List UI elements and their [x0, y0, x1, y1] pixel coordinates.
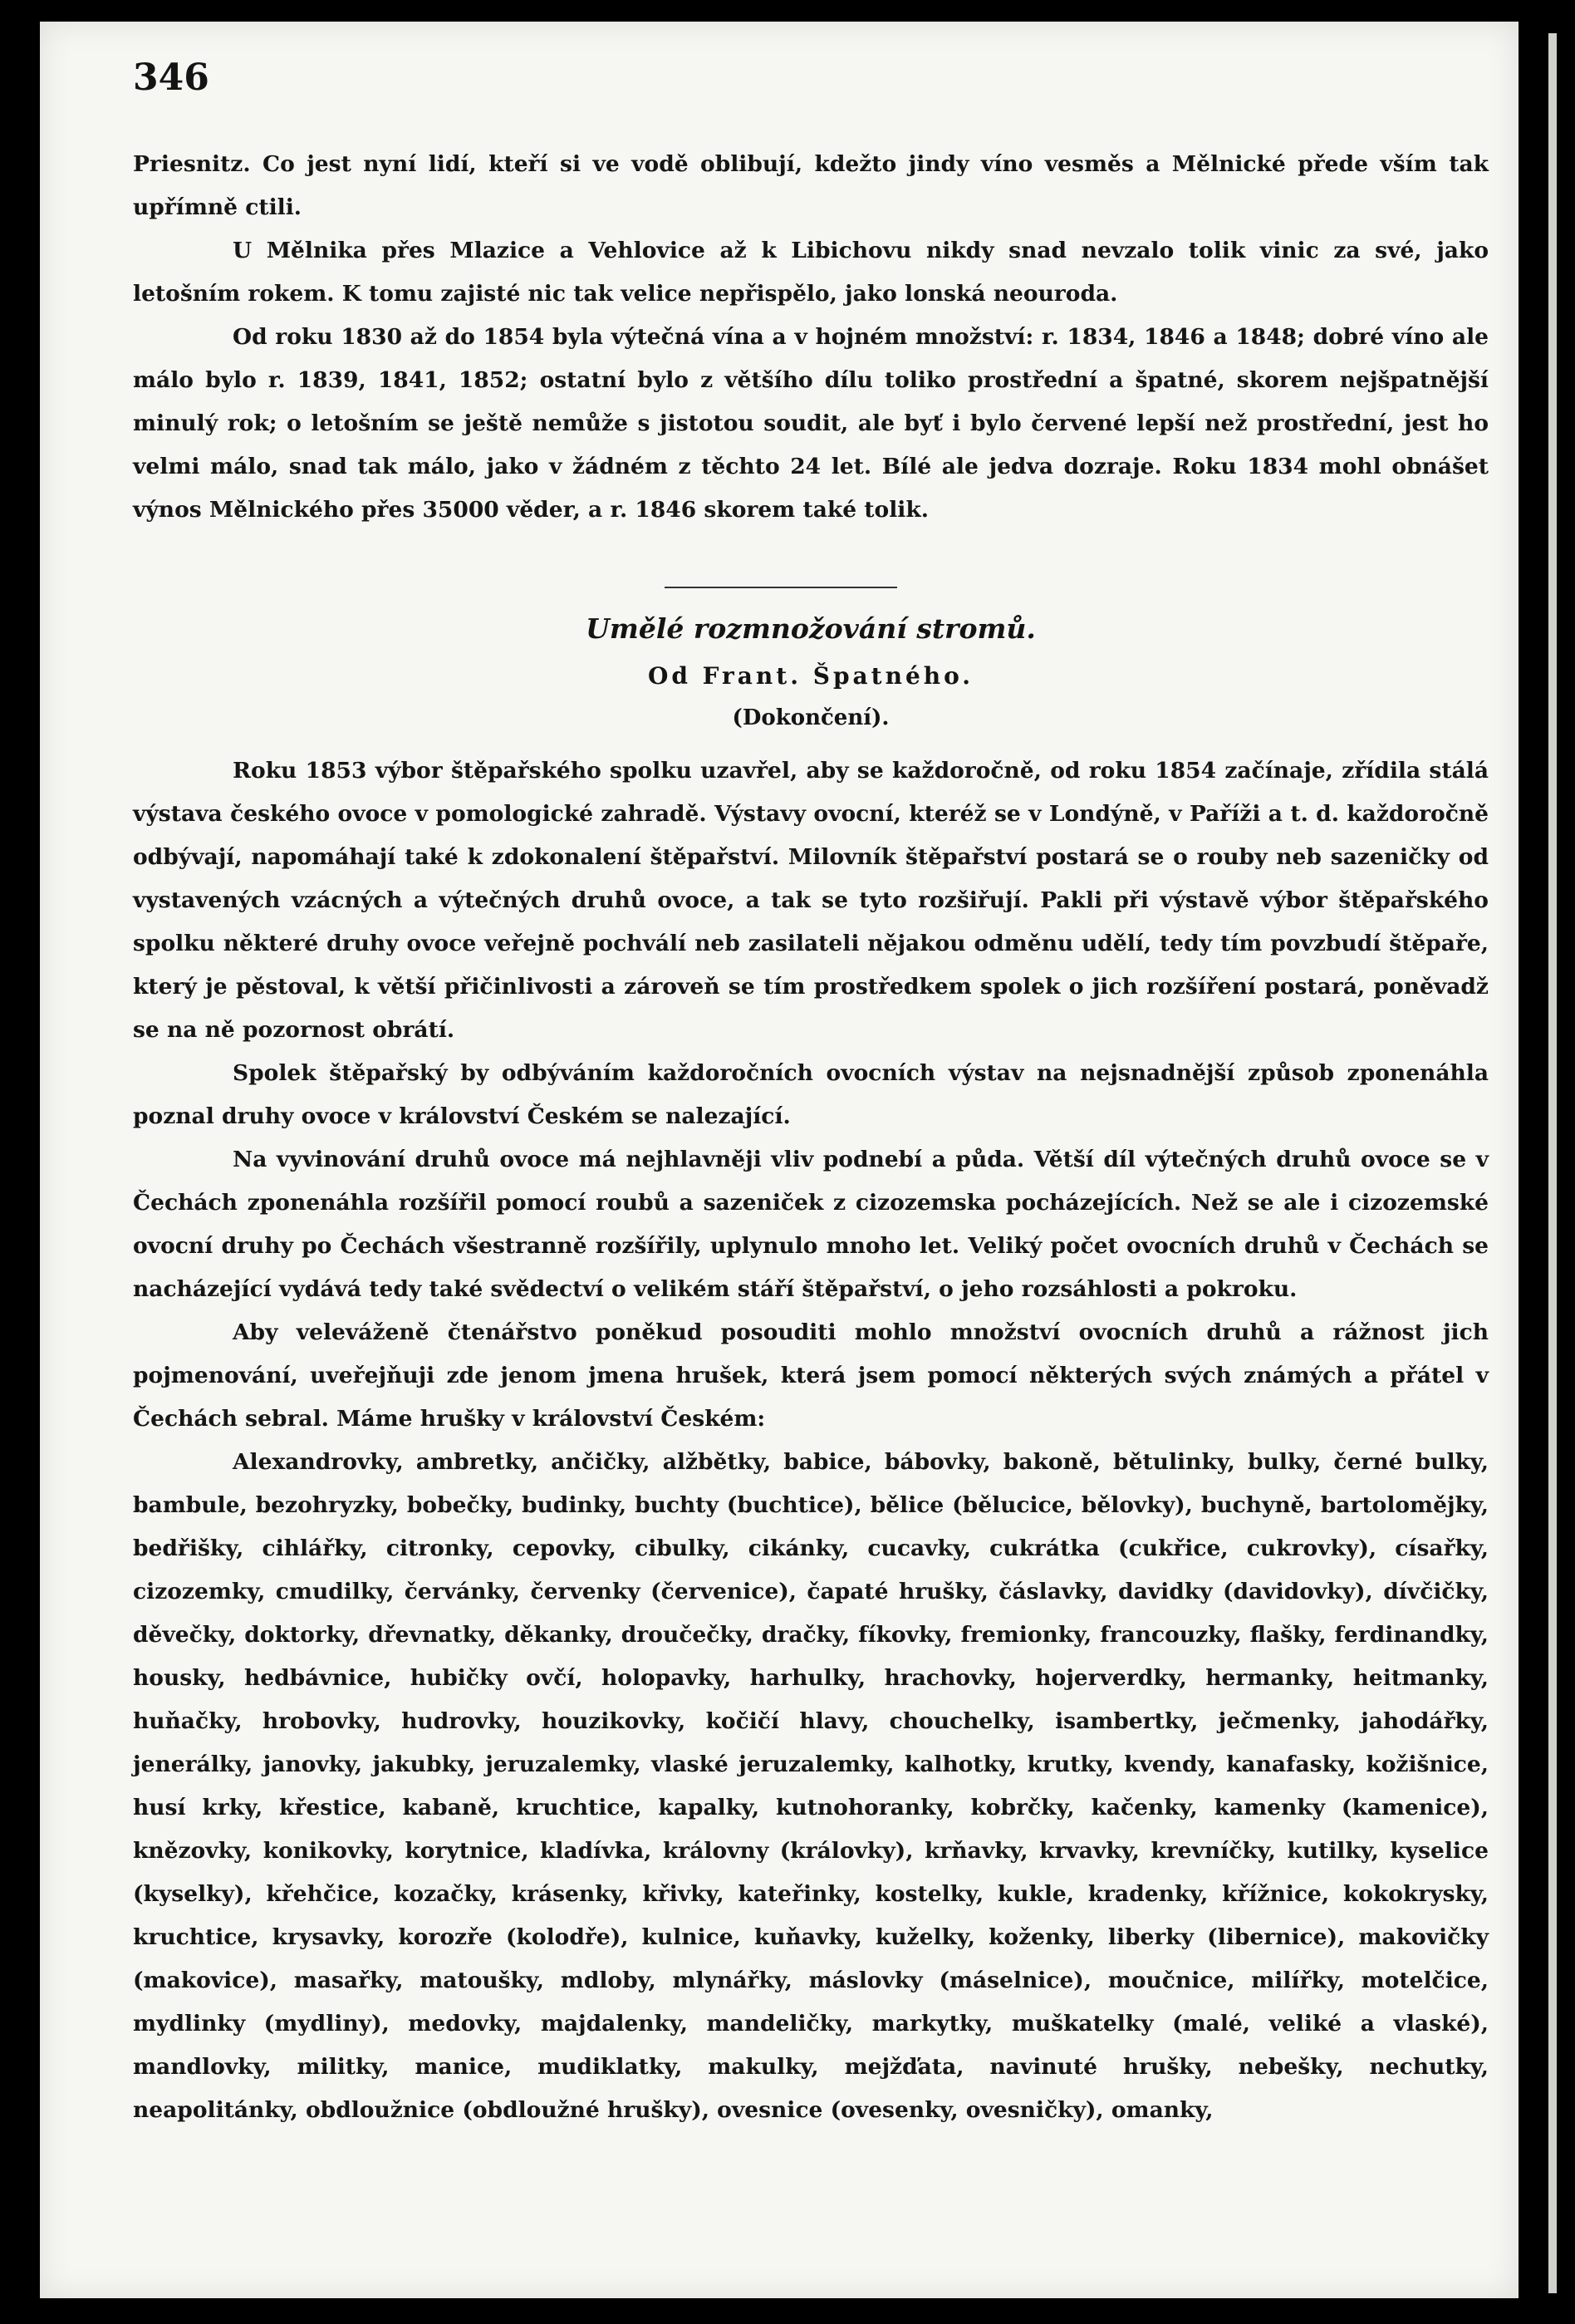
article-paragraph-5: Alexandrovky, ambretky, ančičky, alžbětky, babice, bábovky, bakoně, bětulinky, bulky, černé bulky, bambule, bezohryzky, bobečky, budinky, buchty (buchtice), bělice (bělucice, bělovky), buchyně, bartolomějky, bedřišky, cihlářky, citronky, cepovky, cibulky, cikánky, cucavky, cukrátka (cukřice, cukrovky), císařky, cizozemky, cmudilky, červánky, červenky (červenice), čapaté hrušky, čáslavky, davidky (davidovky), dívčičky, děvečky, doktorky, dřevnatky, děkanky, droučečky, dračky, fíkovky, fremionky, francouzky, flašky, ferdinandky, housky, hedbávnice, hubičky ovčí, holopavky, harhulky, hrachovky, hojerverdky, hermanky, heitmanky, huňačky, hrobovky, hudrovky, houzikovky, kočičí hlavy, chouchelky, isambertky, ječmenky, jahodářky, jenerálky, janovky, jakubky, jeruzalemky, vlaské jeruzalemky, kalhotky, krutky, kvendy, kanafasky, kožišnice, husí krky, křestice, kabaně, kruchtice, kapalky, kutnohoranky, kobrčky, kačenky, kamenky (kamenice), knězovky, konikovky, korytnice, kladívka, královny (královky), krňavky, krvavky, krevníčky, kutilky, kyselice (kyselky), křehčice, kozačky, krásenky, křivky, kateřinky, kostelky, kukle, kradenky, křížnice, kokokrysky, kruchtice, krysavky, korozře (kolodře), kulnice, kuňavky, kuželky, koženky, liberky (libernice), makovičky (makovice), masařky, matoušky, mdloby, mlynářky, máslovky (máselnice), moučnice, milířky, motelčice, mydlinky (mydliny), medovky, majdalenky, mandeličky, markytky, muškatelky (malé, veliké a vlaské), mandlovky, militky, manice, mudiklatky, makulky, mejžďata, navinuté hrušky, nebešky, nechutky, neapolitánky, obdloužnice (obdloužné hrušky), ovesnice (ovesenky, ovesničky), omanky, — [133, 1449, 1489, 2123]
article-paragraph-3: Na vyvinování druhů ovoce má nejhlavněji vliv podnebí a půda. Větší díl výtečných druhů ovoce se v Čechách zponenáhla rozšířil pomocí roubů a sazeniček z cizozemska pocházejících. Než se ale i cizozemské ovocní druhy po Čechách všestranně rozšířily, uplynulo mnoho let. Veliký počet ovocních druhů v Čechách se nacházející vydává tedy také svědectví o velikém stáří štěpařství, o jeho rozsáhlosti a pokroku. — [133, 1147, 1489, 1302]
section-divider — [665, 587, 897, 588]
intro-paragraph-1: Priesnitz. Co jest nyní lidí, kteří si ve vodě oblibují, kdežto jindy víno vesměs a Mělnické přede vším tak upřímně ctili. — [133, 151, 1489, 220]
article-subtitle: (Dokončení). — [732, 705, 890, 730]
page-edge-strip — [1548, 33, 1557, 2293]
intro-text — [133, 143, 1489, 532]
page-number: 346 — [133, 57, 209, 99]
article-paragraph-4: Aby veleváženě čtenářstvo poněkud posouditi mohlo množství ovocních druhů a rážnost jich pojmenování, uveřejňuji zde jenom jmena hrušek, která jsem pomocí některých svých známých a přátel v Čechách sebral. Máme hrušky v království Českém: — [133, 1319, 1489, 1432]
intro-paragraph-3: Od roku 1830 až do 1854 byla výtečná vína a v hojném množství: r. 1834, 1846 a 1848; dobré víno ale málo bylo r. 1839, 1841, 1852; ostatní bylo z většího dílu toliko prostřední a špatné, skorem nejšpatnější minulý rok; o letošním se ještě nemůže s jistotou soudit, ale byť i bylo červené lepší než prostřední, jest ho velmi málo, snad tak málo, jako v žádném z těchto 24 let. Bílé ale jedva dozraje. Roku 1834 mohl obnášet výnos Mělnického přes 35000 věder, a r. 1846 skorem také tolik. — [133, 324, 1489, 523]
article-byline: Od Frant. Špatného. — [647, 662, 974, 690]
intro-paragraph-2: U Mělnika přes Mlazice a Vehlovice až k Libichovu nikdy snad nevzalo tolik vinic za své, jako letošním rokem. K tomu zajisté nic tak velice nepřispělo, jako lonská neouroda. — [133, 238, 1489, 307]
article-title: Umělé rozmnožování stromů. — [586, 612, 1036, 645]
article-paragraph-2: Spolek štěpařský by odbýváním každoročních ovocních výstav na nejsnadnější způsob zponenáhla poznal druhy ovoce v království Českém se nalezající. — [133, 1060, 1489, 1129]
article-paragraph-1: Roku 1853 výbor štěpařského spolku uzavřel, aby se každoročně, od roku 1854 začínaje, zřídila stálá výstava českého ovoce v pomologické zahradě. Výstavy ovocní, kteréž se v Londýně, v Paříži a t. d. každoročně odbývají, napomáhají také k zdokonalení štěpařství. Milovník štěpařství postará se o rouby neb sazeničky od vystavených vzácných a výtečných druhů ovoce, a tak se tyto rozšiřují. Pakli při výstavě výbor štěpařského spolku některé druhy ovoce veřejně pochválí neb zasilateli nějakou odměnu udělí, tedy tím povzbudí štěpaře, který je pěstoval, k větší přičinlivosti a zároveň se tím prostředkem spolek o jich rozšíření postará, poněvadž se na ně pozornost obrátí. — [133, 758, 1489, 1043]
article-text — [133, 749, 1489, 2132]
